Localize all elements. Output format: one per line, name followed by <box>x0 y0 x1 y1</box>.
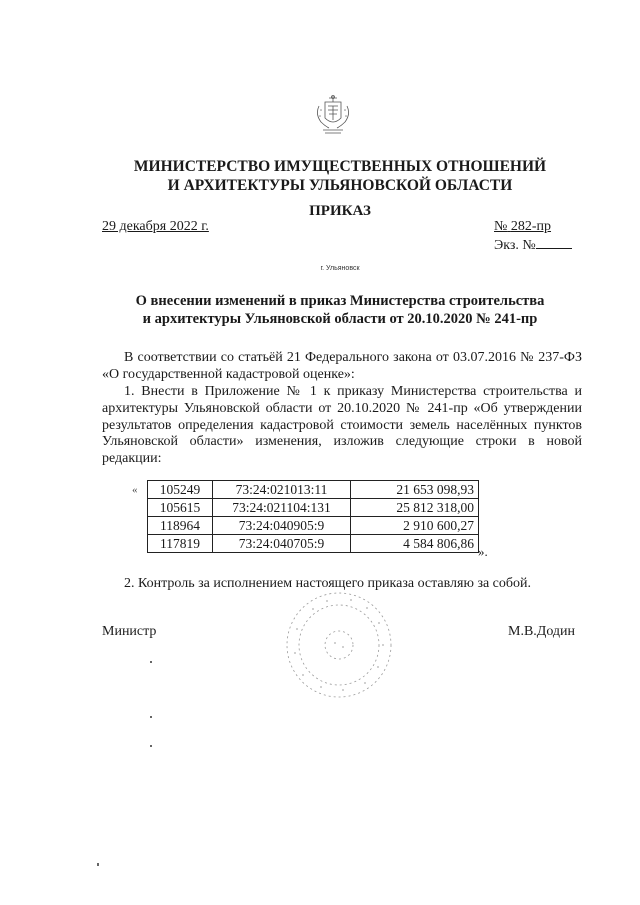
table-quote-open: « <box>132 484 138 496</box>
cadastral-number: 73:24:021104:131 <box>213 499 351 517</box>
cadastral-table <box>147 480 479 553</box>
cadastral-number: 73:24:021013:11 <box>213 481 351 499</box>
copy-number-blank <box>536 236 572 249</box>
subject-line2: и архитектуры Ульяновской области от 20.10.2020 № 241-пр <box>142 311 538 327</box>
paragraph-item-1: 1. Внести в Приложение № 1 к приказу Министерства строительства и архитектуры Ульяновской области от 20.10.2020 № 241-пр «Об утверждении результатов определения кадастровой стоимости земель населённых пунктов Ульяновской области» изменения, изложив следующие строки в новой редакции: <box>102 384 582 467</box>
row-id: 105249 <box>148 481 213 499</box>
official-seal-stamp <box>283 589 395 701</box>
row-id: 117819 <box>148 535 213 553</box>
table-quote-close: ». <box>478 544 488 559</box>
city-name: г. Ульяновск <box>320 265 360 272</box>
table-row <box>148 481 479 499</box>
cadastral-value: 2 910 600,27 <box>351 517 479 535</box>
cadastral-value: 21 653 098,93 <box>351 481 479 499</box>
order-number <box>494 219 551 235</box>
coat-of-arms-emblem <box>311 92 355 136</box>
row-id: 118964 <box>148 517 213 535</box>
copy-number-label: Экз. № <box>494 238 536 253</box>
row-id: 105615 <box>148 499 213 517</box>
cadastral-number: 73:24:040905:9 <box>213 517 351 535</box>
paragraph-legal-basis: В соответствии со статьёй 21 Федерального закона от 03.07.2016 № 237-ФЗ «О государственной кадастровой оценке»: <box>102 350 582 382</box>
cadastral-number: 73:24:040705:9 <box>213 535 351 553</box>
signatory-name: М.В.Додин <box>508 624 576 639</box>
scan-speck <box>150 745 152 747</box>
scan-speck <box>97 863 99 866</box>
document-type: ПРИКАЗ <box>309 203 371 219</box>
table-row <box>148 535 479 553</box>
table-row <box>148 517 479 535</box>
scan-speck <box>150 716 152 718</box>
order-date: 29 декабря 2022 г. <box>102 219 209 234</box>
ministry-name-line2: И АРХИТЕКТУРЫ УЛЬЯНОВСКОЙ ОБЛАСТИ <box>167 177 513 194</box>
subject-line1: О внесении изменений в приказ Министерства строительства <box>135 293 545 309</box>
order-number-value: 282-пр <box>510 219 552 234</box>
paragraph-item-2: 2. Контроль за исполнением настоящего приказа оставляю за собой. <box>124 576 532 591</box>
cadastral-value: 4 584 806,86 <box>351 535 479 553</box>
cadastral-value: 25 812 318,00 <box>351 499 479 517</box>
signatory-title: Министр <box>102 624 157 639</box>
order-number-label: № <box>494 219 508 234</box>
table-row <box>148 499 479 517</box>
ministry-name-line1: МИНИСТЕРСТВО ИМУЩЕСТВЕННЫХ ОТНОШЕНИЙ <box>133 158 547 175</box>
scan-speck <box>150 661 152 663</box>
copy-number <box>494 236 572 254</box>
